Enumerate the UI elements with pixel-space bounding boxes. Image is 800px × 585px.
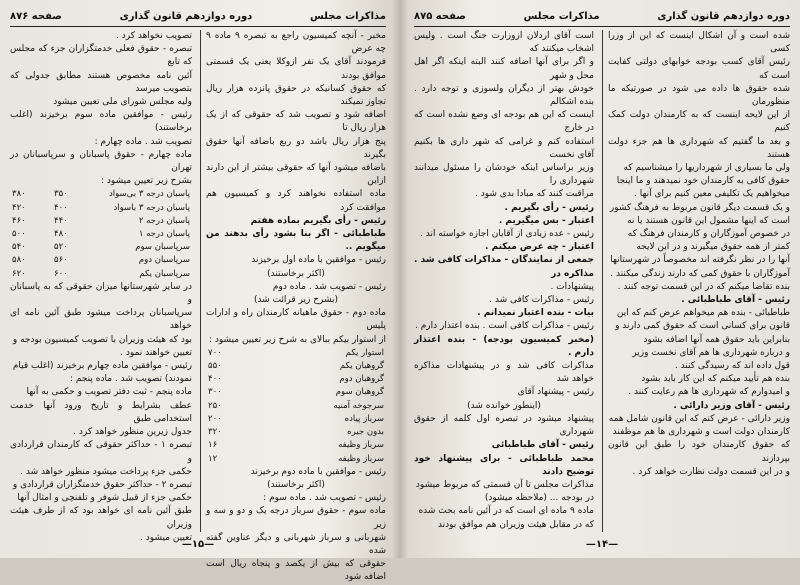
text-line: و اگر برای آنها اضافه کنند البته اینکه اگر اهل محل و شهر [414,57,594,81]
table-row: گروهبان سوم ۳۰۰ [208,387,384,398]
text-line: آموزگاران با حقوق کمی که دارند زندگی میکنند . [610,268,790,279]
table-row: پاسبان درجه ۱ ۴۸۰ ۵۰۰ [12,229,190,240]
text-line: رئیس - رأی بگیریم بماده هفتم [250,215,386,226]
text-line: که در مقابل هیئت وزیران هم موافق بودند [437,519,594,530]
text-line: رئیس - موافقین ماده سوم برخیزند (اغلب برخاستند) [10,110,192,134]
text-line: ماده ۹ ماده ای است که در آئین نامه بحث شده [418,506,594,517]
table-row: پاسبان درجه ۳ باسواد ۴۰۰ ۴۲۰ [12,202,190,213]
table-row: پاسبان درجه ۲ ۴۴۰ ۴۶۰ [12,215,190,226]
page-number: صفحه ۸۷۶ [10,10,62,22]
text-line: (مخبر کمیسیون بودجه) - بنده اعتذار دارم . [414,334,594,358]
table-row: سرباز وظیفه ۱۶ [208,440,384,451]
right-page [404,0,800,558]
column-divider [602,30,603,532]
table-row: سرباز وظیفه ۱۲ [208,453,384,464]
text-line: رئیس - آقای وزیر دارائی . [673,400,790,411]
text-line: و امیدوارم که شهرداری ها هم رعایت کنند . [628,387,790,398]
text-line: تعیین میشود . [140,532,192,543]
text-line: وزیر براساس اینکه خودشان را مسئول میدانند شهرداری را [414,163,594,187]
text-line: رئیس - موافقین با ماده اول برخیزند [251,255,386,266]
text-line: رئیس - آقای طباطبائی [491,440,594,451]
text-line: (بشرح زیر قرائت شد) [253,295,339,306]
text-line: است آقای اردلان ازوزارت جنگ است . ولیس اشخاب میکنند که [414,31,594,55]
text-line: که حقوق کارمندان خود را طبق این قانون بپردازند [608,440,790,464]
text-line: بنابراین باید حقوق همه آنها اضافه بشود [643,334,790,345]
text-line: فرمودند آقای یک نفر ازوکلا یعنی یک قسمتی موافق بودند [206,57,386,81]
left-page [0,0,396,583]
text-line: بنده هم تأیید میکنم که این کار باید بشود [641,374,790,385]
text-line: محمد طباطبائی - برای پیشنهاد خود توضیح دادند [414,453,594,477]
text-line: ولی ما بسیاری از شهرداریها را میشناسیم که [623,163,790,174]
page-number: صفحه ۸۷۵ [414,10,466,22]
text-line: اضافه شود و تصویب شد که حقوقی که از یک هزار ریال تا [206,110,386,134]
text-line: اعتبار - بس میگیریم . [498,215,594,226]
text-line: حکمی جزء پرداخت میشود منظور خواهد شد . [20,466,192,477]
text-line: استفاده کنم و غرامی که شهر داری ها بکنیم آقای نخست [414,136,594,160]
text-line: سرپاسبانان پرداخت میشود طبق آئین نامه ای خواهد [10,308,192,332]
text-line: در سایر شهرستانها میزان حقوقی که به پاسبانان و [10,281,192,306]
text-line: رئیس - مذاکرات کافی است . بنده اعتذار دارم . [415,321,594,332]
table-row: بدون جیره ۳۲۰ [208,427,384,438]
text-line: بشرح زیر تعیین میشود : [101,176,192,187]
column-divider [200,30,201,532]
text-line: طبق آئین نامه ای خواهد بود که از طرف هیئت وزیران [10,506,192,530]
text-line: باضافه میشود آنها که حقوقی بیشتر از این دارند ازاین [206,163,386,187]
text-line: تبصره - حقوق فعلی خدمتگزاران جزء که مجلس که تابع [10,44,192,68]
header-title: دوره دوازدهم قانون گذاری [657,10,790,22]
table-row: سرباز پیاده ۲۰۰ [208,413,384,424]
text-line: ماده سوم - حقوق سرباز درجه یک و دو و سه و زیر [206,506,386,530]
text-line: کمتر از همه حقوق میگیرند و در این لایحه [636,242,790,253]
text-line: ماده دوم - حقوق ماهیانه کارمندان راه و ادارات پلیس [206,308,386,332]
text-line: میخواهیم یک تکلیفی معین کنیم برای آنها . [634,189,790,200]
right-page-header [414,8,790,27]
text-line: (اکثر برخاستند) [267,479,325,490]
text-line: تبصره ۲ - حداکثر حقوق خدمتگزاران قراردادی و [12,479,192,490]
text-line: رئیس - تصویب شد . ماده سوم : [263,493,386,504]
text-line: رئیس - رأی بگیریم . [504,202,594,213]
text-line: تعیین خواهند نمود . [120,347,192,358]
text-line: رئیس - پیشنهاد آقای [517,387,594,398]
text-line: نمودند) تصویب شد . ماده پنجم : [69,374,192,385]
table-row: استوار یکم ۷۰۰ [208,347,384,358]
text-line: ولیه مجلس شورای ملی تعیین میشود [53,97,192,108]
text-line: و درباره شهرداری ها هم آقای نخست وزیر [632,347,790,358]
text-line: از استوار بیکم ببالای به شرح زیر تعیین میشود : [208,334,386,345]
text-line: حقوقی که بیش از یکصد و پنجاه ریال است اضافه شود [206,559,386,583]
text-line: رئیس - موافقین ماده چهارم برخیزند (اغلب قیام [12,361,192,372]
table-row: سرپاسبان دوم ۵۶۰ ۵۸۰ [12,255,190,266]
text-line: و در این قسمت دولت نظارت خواهد کرد . [632,466,790,477]
text-line: حکمی جزء از قبیل شوفر و تلفنچی و امثال آنها [17,493,192,504]
text-line: تبصره ۱ - حداکثر حقوقی که کارمندان قراردادی و [10,440,192,464]
text-line: مخبر - آنچه کمیسیون راجع به تبصره ۹ ماده ۹ چه عرض [206,31,386,55]
text-line: کارمندان دولت است و شهرداری ها هم موظفند [612,427,790,438]
table-row: سرپاسبان سوم ۵۲۰ ۵۴۰ [12,242,190,253]
right-page-left-column [414,30,594,532]
text-line: رئیس - موافقین با ماده دوم برخیزند [250,466,386,477]
text-line: مذاکرات مجلس تا آن قسمتی که مربوط میشود [415,479,594,490]
text-line: اعتبار - چه عرض میکنم . [485,242,594,253]
text-line: در خصوص آموزگاران و کارمندان فرهنگ که [627,229,790,240]
text-line: رئیس - تصویب شد . ماده دوم [272,281,386,292]
text-line: آئین نامه مخصوص هستند مطابق جدولی که بتصویب میرسد [10,70,192,94]
table-row: پاسبان درجه ۳ بی‌سواد ۳۵۰ ۳۸۰ [12,189,190,200]
text-line: پیشنهاد میشود در تبصره اول کلمه از حقوق شهرداری [414,413,594,438]
text-line: بود که هیئت وزیران با تصویب کمیسیون بودجه و [12,334,192,345]
text-line: از این لایحه اینست که به کارمندان دولت کمک کنیم [608,110,790,134]
text-line: آنها را در نظر نگرفته اند مخصوصاً در شهرستانها [610,255,790,266]
page-footer-number: —۱۵— [181,539,215,550]
text-line: جدول زیرین منظور خواهد کرد . [73,427,192,438]
text-line: اینست که این هم بودجه ای وضع نشده است که در خارج [414,110,594,134]
text-line: رئیس - آقای طباطبائی . [681,295,790,306]
text-line: (اکثر برخاستند) [267,268,325,279]
text-line: ماده استفاده نخواهند کرد و کمیسیون هم موافقت کرد [206,189,386,213]
text-line: تصویب شد . ماده چهارم : [94,136,192,147]
text-line: تصویب نخواهد کرد . [116,31,192,41]
header-title: دوره دوازدهم قانون گذاری [119,10,253,22]
text-line: حقوق کافی به کارمندان خود نمیدهند و ما اینجا [616,176,790,187]
text-line: قول داده اند که رسیدگی کنند . [674,361,790,372]
text-line: عطف بشرایط و تاریخ ورود آنها خدمت استخدامی طبق [10,400,192,424]
text-line: قانون برای کسانی است که حقوق کمی دارند و [615,321,790,332]
rank-salary-table [206,347,386,466]
text-line: مراقبت کنند که مبادا بدی شود . [475,189,594,200]
text-line: رئیس - عده زیادی از آقایان اجازه خواسته اند . [420,229,594,240]
table-row: گروهبان دوم ۴۰۰ [208,374,384,385]
text-line: بیات - بنده اعتبار نمیدانم . [477,308,594,319]
text-line: شده حقوق ها داده می شود در صورتیکه ما منظورمان [608,83,790,108]
text-line: که حقوق کسانیکه در حقوق پانزده هزار ریال تجاوز نمیکند [206,83,386,108]
right-page-right-column [608,30,790,532]
text-line: رئیس - مذاکرات کافی شد . [489,295,594,306]
page-footer-number: —۱۴— [585,539,619,550]
left-page-header [10,8,386,27]
text-line: جمعی از نمایندگان - مذاکرات کافی شد . مذاکره در [414,255,594,279]
text-line: شهربانی و سرباز شهربانی و دیگر عناوین گفته شده [206,532,386,556]
table-row: گروهبان یکم ۵۵۰ [208,361,384,372]
text-line: پنج هزار ریال باشد دو ربع باضافه آنها حقوق بگیرند [206,136,386,160]
text-line: شده است و آن اشکال اینست که این از وزرا کسی [608,31,790,55]
text-line: در بودجه ... (ملاحظه میشود) [484,493,594,504]
header-section: مذاکرات مجلس [523,10,600,22]
header-section: مذاکرات مجلس [309,10,386,22]
text-line: مذاکرات کافی شد و در پیشنهادات مذاکره خواهد شد [414,361,594,385]
text-line: ماده پنجم - ثبت دفتر تصویب و حکمی به آنها [26,387,192,398]
table-row: سرجوخه آمنیه ۲۵۰ [208,400,384,411]
text-line: بنده تقاضا میکنم که در این قسمت توجه کنند . [617,281,790,292]
text-line: و یک قسمت دیگر قانون مربوط به فرهنگ کشور [609,202,790,213]
text-line: (اینطور خوانده شد) [467,400,541,411]
text-line: رئیس آقای کسب بودجه خوابهای دولتی کفایت است که [608,57,790,81]
text-line: ماده چهارم - حقوق پاسبانان و سرپاسبانان در تهران [10,149,192,174]
text-line: خودش بهتر از دیگران ولسوزی و توجه دارد . بنده اشکالم [414,83,594,108]
text-line: وزیر دارائی - عرض کنم که این قانون شامل همه [608,413,790,424]
police-salary-table [10,188,192,280]
text-line: طباطبائی - بنده هم میخواهم عرض کنم که این [616,308,790,319]
text-line: است که اینها مشمول این قانون هستند یا نه [627,215,790,226]
text-line: پیشنهادات . [550,281,594,292]
left-page-left-column [10,30,192,543]
table-row: سرپاسبان یکم ۶۰۰ ۶۲۰ [12,268,190,279]
text-line: و بعد ما گفتیم که شهرداری ها هم جزء دولت هستند [608,136,790,160]
text-line: طباطبائی - اگر بنا بشود رأی بدهند من میگویم .. [206,229,386,253]
left-page-right-column [206,30,386,583]
